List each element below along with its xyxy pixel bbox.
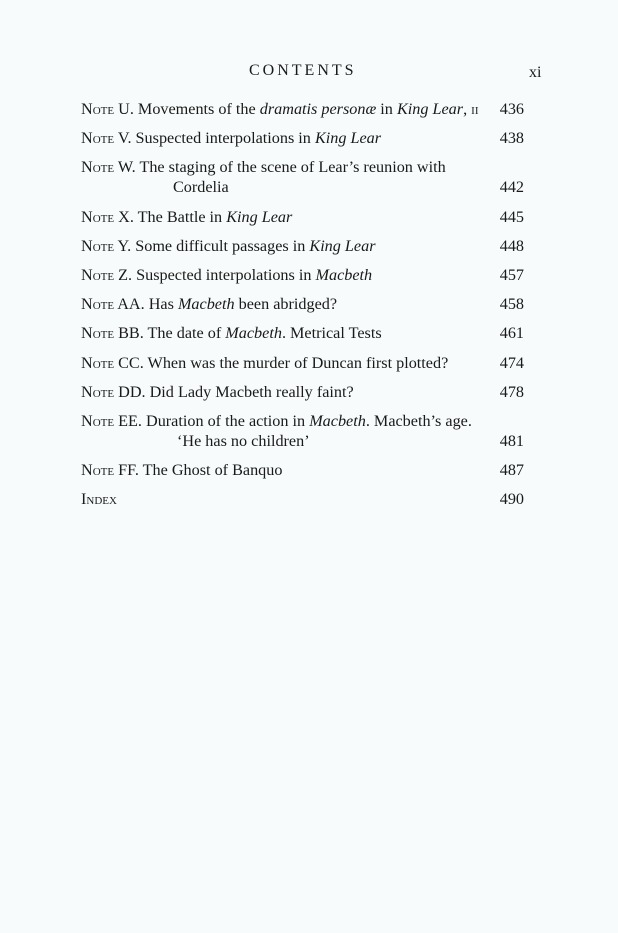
- entry-title: King Lear: [396, 100, 464, 118]
- toc-entry-note-aa: [81, 294, 526, 314]
- note-id: EE.: [118, 411, 142, 430]
- note-label: Note: [81, 265, 115, 284]
- entry-text: . Macbeth’s age.: [365, 411, 472, 430]
- entry-title: Macbeth: [315, 265, 373, 284]
- toc-entry-index: [81, 489, 526, 509]
- toc-entry-note-w: [81, 157, 526, 197]
- entry-title: King Lear: [314, 129, 382, 148]
- toc-entry-note-u: [81, 99, 526, 119]
- entry-text: been abridged?: [234, 295, 338, 314]
- page-title: CONTENTS: [249, 62, 357, 79]
- note-id: V.: [117, 129, 132, 148]
- note-id: CC.: [118, 353, 144, 372]
- entry-text: Suspected interpolations in: [131, 129, 315, 148]
- note-label: Note: [81, 295, 115, 314]
- toc-entry-note-ff: [81, 460, 526, 480]
- page-number: 457: [499, 265, 524, 284]
- page-number: 436: [499, 100, 524, 118]
- toc-entry-note-x: [81, 207, 526, 227]
- entry-title: Macbeth: [309, 411, 366, 430]
- entry-text: in: [376, 100, 397, 118]
- entry-text: The Ghost of Banquo: [138, 461, 283, 480]
- entry-title: Macbeth: [177, 295, 235, 314]
- toc-entry-note-bb: [81, 323, 526, 343]
- toc-entry-note-ee: [81, 411, 526, 451]
- note-id: Z.: [118, 265, 133, 284]
- note-label: Note: [81, 324, 115, 343]
- entry-text: Movements of the: [133, 100, 260, 118]
- entry-text: . Metrical Tests: [281, 324, 382, 343]
- note-id: AA.: [117, 295, 145, 314]
- toc-entry-note-v: [81, 128, 526, 148]
- entry-text: The staging of the scene of Lear’s reunion with: [135, 158, 446, 177]
- entry-text: Did Lady Macbeth really faint?: [145, 382, 354, 401]
- entry-text: Duration of the action in: [141, 411, 310, 430]
- note-label: Note: [81, 461, 115, 480]
- page-number: 478: [499, 382, 524, 401]
- entry-title: Macbeth: [225, 324, 282, 343]
- page-number: 448: [499, 236, 524, 255]
- header-page-number: xi: [529, 64, 542, 81]
- entry-text: The Battle in: [133, 207, 227, 226]
- entry-text: The date of: [143, 324, 226, 343]
- toc-entry-note-z: [81, 265, 526, 285]
- toc-entry-note-y: [81, 236, 526, 256]
- note-label: Note: [81, 100, 115, 118]
- page-number: 438: [499, 129, 524, 148]
- note-label: Note: [81, 382, 115, 401]
- entry-text: When was the murder of Duncan first plotted?: [143, 353, 449, 372]
- note-id: BB.: [118, 324, 144, 343]
- note-id: DD.: [118, 382, 146, 401]
- note-label: Note: [81, 236, 115, 255]
- page-number: 461: [499, 324, 524, 343]
- note-label: Note: [81, 129, 115, 148]
- note-label: Note: [81, 158, 115, 177]
- entry-title: King Lear: [226, 207, 293, 226]
- note-label: Note: [81, 411, 115, 430]
- note-id: W.: [117, 158, 136, 177]
- entry-text: Some difficult passages in: [131, 236, 310, 255]
- page-number: 458: [499, 295, 524, 314]
- entry-text: , ii: [463, 100, 479, 118]
- entry-text: Has: [144, 295, 178, 314]
- page-number: 490: [499, 490, 524, 509]
- entry-title: King Lear: [309, 236, 376, 255]
- index-label: Index: [81, 490, 117, 509]
- entry-text: Suspected interpolations in: [132, 265, 316, 284]
- note-label: Note: [81, 207, 115, 226]
- note-label: Note: [81, 353, 115, 372]
- page-header: [0, 62, 618, 84]
- page-number: 487: [499, 461, 524, 480]
- page-number: 445: [499, 207, 524, 226]
- page-number: 481: [499, 431, 524, 450]
- note-id: X.: [118, 207, 134, 226]
- note-id: U.: [118, 100, 134, 118]
- toc-entry-note-dd: [81, 382, 526, 402]
- note-id: Y.: [117, 236, 132, 255]
- entry-title: dramatis personæ: [259, 100, 377, 118]
- page-number: 474: [499, 353, 524, 372]
- entry-text-continued: Cordelia: [173, 178, 229, 197]
- page-number: 442: [499, 178, 524, 197]
- entry-text-continued: ‘He has no children’: [177, 431, 310, 450]
- table-of-contents: [81, 99, 526, 518]
- toc-entry-note-cc: [81, 353, 526, 373]
- note-id: FF.: [118, 461, 139, 480]
